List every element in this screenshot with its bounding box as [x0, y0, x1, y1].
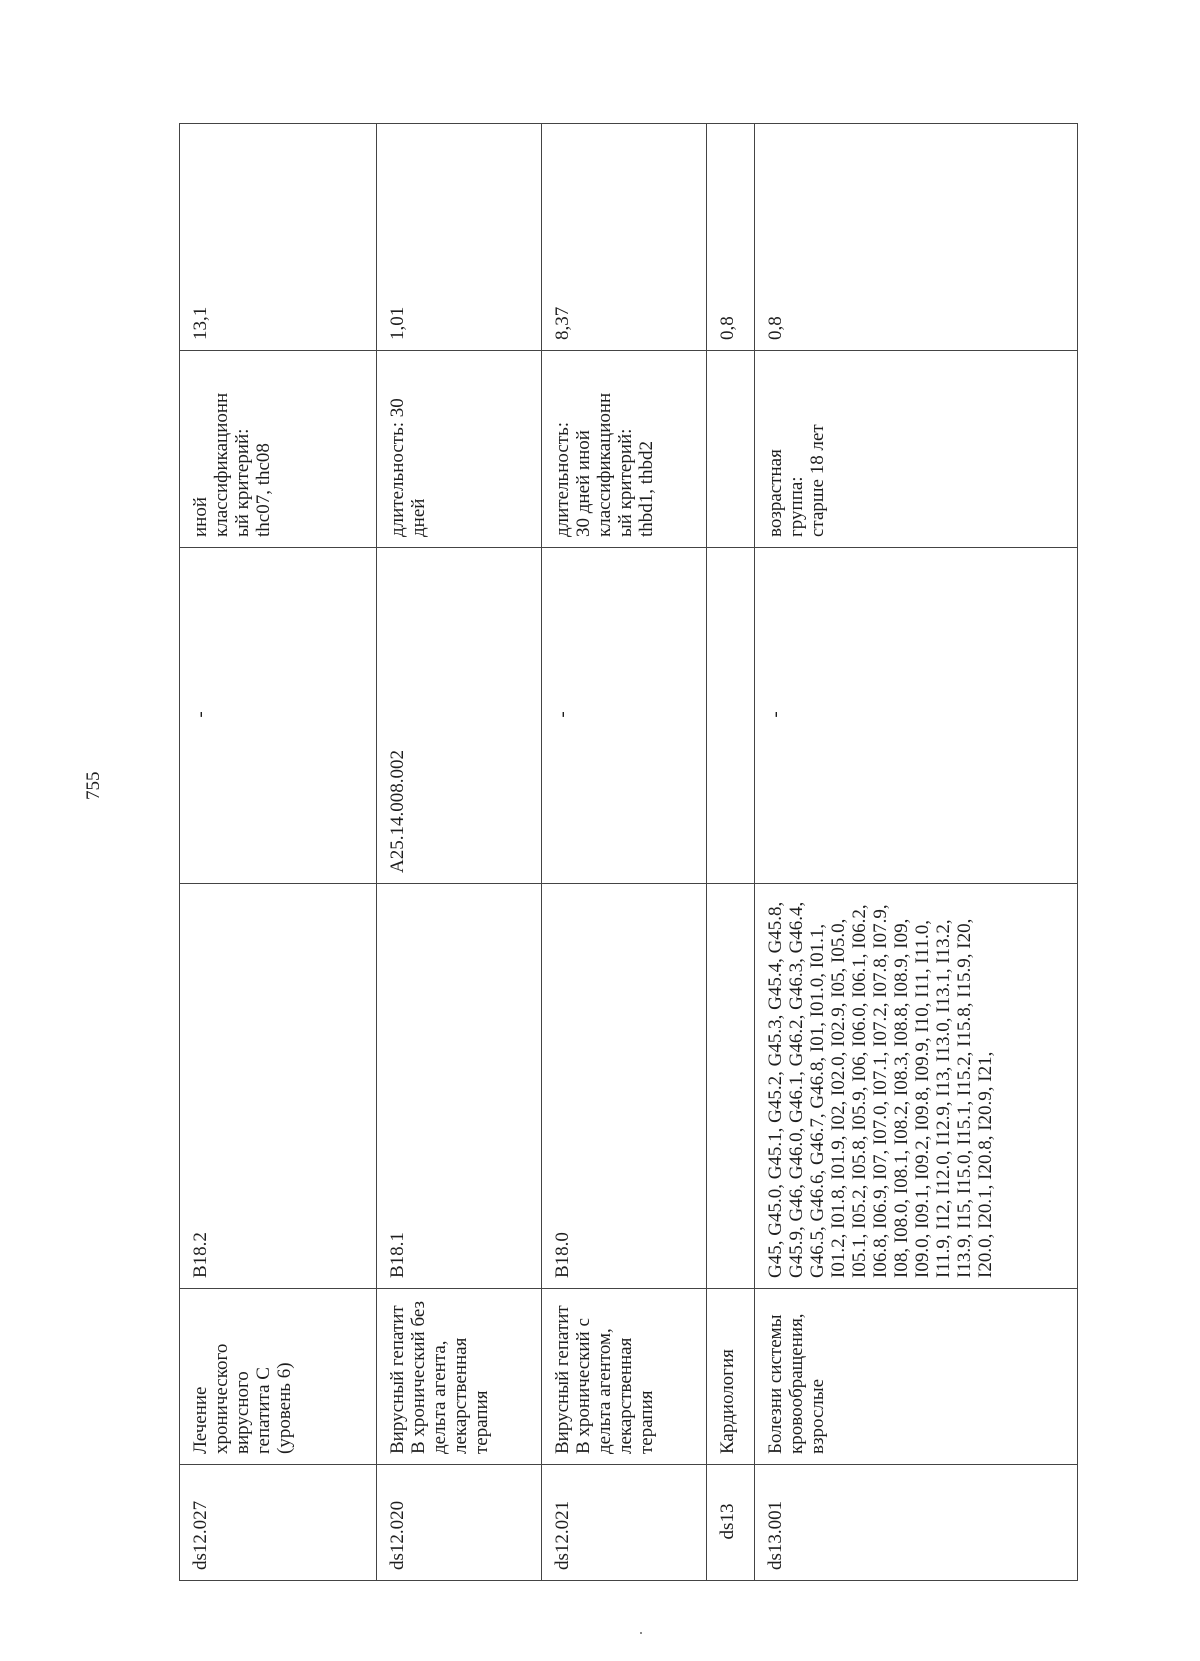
criteria-line: возрастная — [765, 449, 786, 537]
criteria — [755, 351, 1078, 548]
page-number: 755 — [83, 771, 104, 800]
mkb-codes: G45, G45.0, G45.1, G45.2, G45.3, G45.4, G45.8, G45.9, G46, G46.0, G46.1, G46.2, G46.3, G46.4, G46.5, G46.6, G46.7, G46.8, I01, I01.0, I01.1, I01.2, I01.8, I01.9, I02, I02.0, I02.9, I05, I05.0, I05.1, I05.2, I05.8, I05.9, I06, I06.0, I06.1, I06.2, I06.8, I06.9, I07, I07.0, I07.1, I07.2, I07.8, I07.9, I08, I08.0, I08.1, I08.2, I08.3, I08.8, I08.9, I09, I09.0, I09.1, I09.2, I09.8, I09.9, I10, I11, I11.0, I11.9, I12, I12.0, I12.9, I13, I13.0, I13.1, I13.2, I13.9, I15, I15.0, I15.1, I15.2, I15.8, I15.9, I20, I20.0, I20.1, I20.8, I20.9, I21, — [755, 884, 1078, 1289]
criteria-line: thc07, thc08 — [253, 443, 274, 537]
criteria-line: ый критерий: — [615, 428, 636, 537]
ksg-name: Вирусный гепатит В хронический без дельта агента, лекарственная терапия — [377, 1289, 542, 1465]
criteria — [542, 351, 707, 548]
mkb-codes: B18.2 — [180, 884, 377, 1289]
ksg-code: ds12.021 — [542, 1465, 707, 1581]
table-row — [707, 124, 755, 1581]
mkb-codes — [707, 884, 755, 1289]
coefficient: 1,01 — [377, 124, 542, 351]
criteria-line: thbd1, thbd2 — [636, 440, 657, 537]
service-code: - — [542, 548, 707, 884]
table-row — [542, 124, 707, 1581]
service-code — [707, 548, 755, 884]
table-row — [755, 124, 1078, 1581]
criteria — [377, 351, 542, 548]
ksg-table — [179, 123, 1078, 1581]
service-code: A25.14.008.002 — [377, 548, 542, 884]
ksg-code: ds12.027 — [180, 1465, 377, 1581]
ksg-name: Лечение хронического вирусного гепатита С (уровень 6) — [180, 1289, 377, 1465]
criteria — [707, 351, 755, 548]
criteria-line: 30 дней иной — [573, 430, 594, 537]
ksg-name: Вирусный гепатит В хронический с дельта агентом, лекарственная терапия — [542, 1289, 707, 1465]
criteria-line: классификационн — [211, 392, 232, 537]
ksg-name: Кардиология — [707, 1289, 755, 1465]
criteria-line: старше 18 лет — [807, 424, 828, 537]
criteria-line: классификационн — [594, 392, 615, 537]
table-row — [377, 124, 542, 1581]
scan-speck — [640, 1632, 642, 1634]
mkb-codes: B18.1 — [377, 884, 542, 1289]
criteria-line: дней — [408, 498, 429, 537]
ksg-code: ds13 — [707, 1465, 755, 1581]
criteria-line: длительность: — [552, 421, 573, 537]
criteria-line: длительность: 30 — [387, 398, 408, 537]
coefficient: 13,1 — [180, 124, 377, 351]
ksg-name: Болезни системы кровообращения, взрослые — [755, 1289, 1078, 1465]
criteria-line: группа: — [786, 476, 807, 537]
criteria — [180, 351, 377, 548]
criteria-line: ый критерий: — [232, 428, 253, 537]
table-row — [180, 124, 377, 1581]
mkb-codes: B18.0 — [542, 884, 707, 1289]
coefficient: 0,8 — [707, 124, 755, 351]
service-code: - — [180, 548, 377, 884]
ksg-code: ds13.001 — [755, 1465, 1078, 1581]
rotated-table-container — [179, 124, 1077, 1581]
criteria-line: иной — [190, 496, 211, 537]
coefficient: 0,8 — [755, 124, 1078, 351]
service-code: - — [755, 548, 1078, 884]
coefficient: 8,37 — [542, 124, 707, 351]
ksg-code: ds12.020 — [377, 1465, 542, 1581]
